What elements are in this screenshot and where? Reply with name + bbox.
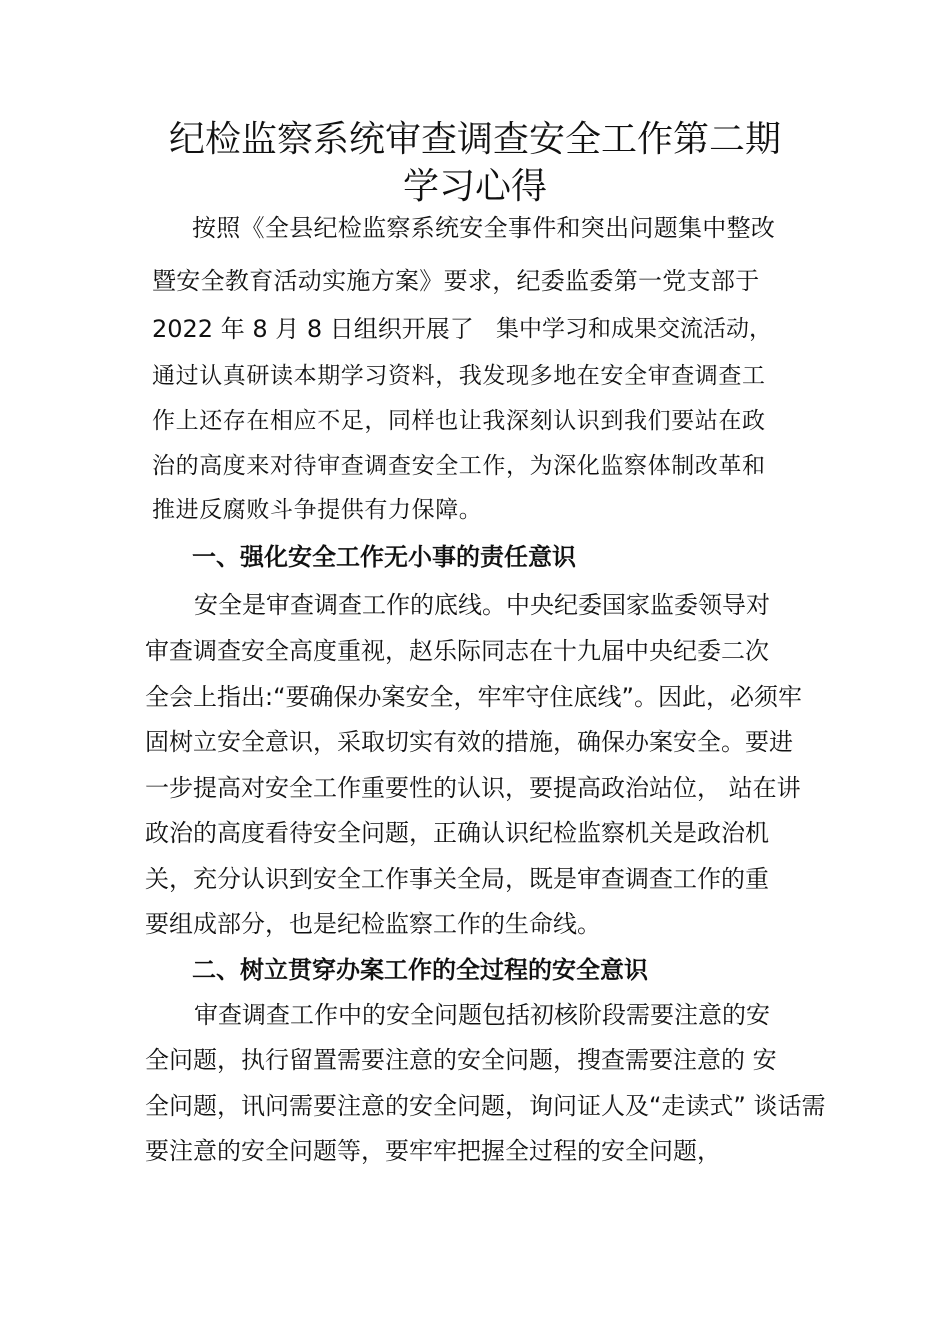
section-heading: 二、树立贯穿办案工作的全过程的安全意识 [192,956,648,984]
section-heading: 一、强化安全工作无小事的责任意识 [192,543,576,571]
section1-line: 要组成部分，也是纪检监察工作的生命线。 [145,910,601,938]
intro-line: 通过认真研读本期学习资料，我发现多地在安全审查调查工 [152,363,766,389]
section1-line: 审查调查安全高度重视，赵乐际同志在十九届中央纪委二次 [145,637,769,665]
intro-line: 推进反腐败斗争提供有力保障。 [152,497,483,523]
intro-line: 治的高度来对待审查调查安全工作，为深化监察体制改革和 [152,453,766,479]
section2-line: 审查调查工作中的安全问题包括初核阶段需要注意的安 [194,1001,770,1029]
section1-line: 固树立安全意识，采取切实有效的措施，确保办案安全。要进 [145,728,793,756]
intro-line: 作上还存在相应不足，同样也让我深刻认识到我们要站在政 [152,408,766,434]
section1-line: 政治的高度看待安全问题，正确认识纪检监察机关是政治机 [145,819,769,847]
section1-line: 一步提高对安全工作重要性的认识，要提高政治站位， 站在讲 [145,774,801,802]
section1-line: 安全是审查调查工作的底线。中央纪委国家监委领导对 [194,591,770,619]
section2-line: 全问题，讯问需要注意的安全问题，询问证人及“走读式” 谈话需 [145,1092,826,1120]
intro-line: 按照《全县纪检监察系统安全事件和突出问题集中整改 [192,214,776,242]
intro-line: 集中学习和成果交流活动， [496,316,772,342]
intro-line: 暨安全教育活动实施方案》要求，纪委监委第一党支部于 [152,267,760,295]
section1-line: 关，充分认识到安全工作事关全局，既是审查调查工作的重 [145,865,769,893]
document-title-line1: 纪检监察系统审查调查安全工作第二期 [168,119,781,160]
intro-line: 2022 年 8 月 8 日组织开展了 [152,315,474,343]
document-title-line2: 学习心得 [402,166,547,207]
section1-line: 全会上指出:“要确保办案安全，牢牢守住底线”。因此，必须牢 [145,683,802,711]
section2-line: 全问题，执行留置需要注意的安全问题，搜查需要注意的 安 [145,1046,777,1074]
section2-line: 要注意的安全问题等，要牢牢把握全过程的安全问题， [145,1137,721,1165]
